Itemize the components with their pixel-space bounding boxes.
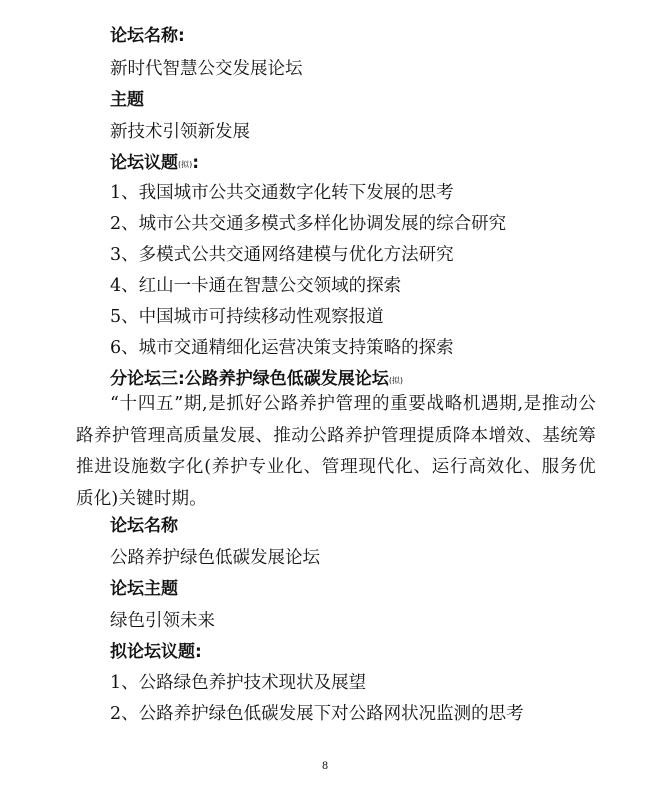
topic-item: 4、红山一卡通在智慧公交领域的探索: [110, 276, 402, 296]
page-number: 8: [321, 761, 329, 772]
topics-note: (拟): [178, 160, 193, 169]
section-title-note: (拟): [388, 376, 404, 385]
topics-colon: :: [192, 153, 200, 173]
intro-paragraph: “十四五”期,是抓好公路养护管理的重要战略机遇期,是推动公路养护管理高质量发展、推动公路养护管理提质降本增效、基统筹推进设施数字化(养护专业化、管理现代化、运行高效化、服务优质化)关键时期。: [76, 394, 596, 509]
topic-item: 2、城市公共交通多模式多样化协调发展的综合研究: [110, 214, 507, 234]
forum-name-label: 论坛名称:: [110, 26, 185, 46]
forum-name-label: 论坛名称: [110, 516, 178, 536]
topics-label: 论坛议题: [110, 153, 178, 173]
topic-item: 5、中国城市可持续移动性观察报道: [110, 307, 384, 327]
forum-name-value: 公路养护绿色低碳发展论坛: [110, 548, 320, 568]
theme-value: 新技术引领新发展: [110, 122, 250, 142]
topic-item: 3、多模式公共交通网络建模与优化方法研究: [110, 245, 454, 265]
topic-item: 2、公路养护绿色低碳发展下对公路网状况监测的思考: [110, 704, 524, 724]
topics-heading: [110, 151, 199, 178]
section-title-text: 分论坛三:公路养护绿色低碳发展论坛: [110, 369, 389, 389]
topic-item: 1、公路绿色养护技术现状及展望: [110, 673, 367, 693]
theme-value: 绿色引领未来: [110, 611, 215, 631]
topic-item: 1、我国城市公共交通数字化转下发展的思考: [110, 183, 454, 203]
theme-label: 论坛主题: [110, 579, 178, 599]
topic-item: 6、城市交通精细化运营决策支持策略的探索: [110, 338, 454, 358]
forum-name-value: 新时代智慧公交发展论坛: [110, 59, 303, 79]
theme-label: 主题: [110, 90, 144, 110]
topics-heading: 拟论坛议题:: [110, 642, 202, 662]
